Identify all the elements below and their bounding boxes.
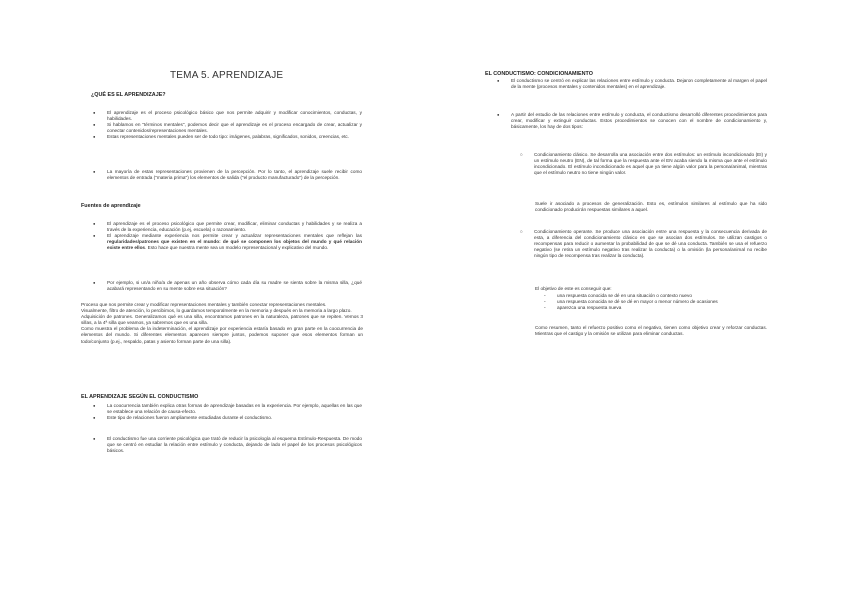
circle-list-clasico <box>518 152 767 176</box>
notes-block <box>81 302 363 345</box>
paragraph: Adquisición de patrones. Generalizamos qué es una silla, encontramos patrones en la naturaleza, patrones que se repiten. Vemos 3 sillas, a la 4ª silla que veamos, ya sabremos que es una silla. <box>81 314 363 326</box>
list-item: ● El aprendizaje es el proceso psicológico que permite crear, modificar, eliminar conductas y habilidades y se realiza a través de la experiencia, educación (p.ej, escuela) o razonamiento. <box>91 221 362 233</box>
bullet-list-fuentes <box>91 221 362 251</box>
bullet-list-perception <box>91 169 362 181</box>
list-item: ● A partir del estudio de las relaciones entre estímulo y conducta, el conductismo desarrolló diferentes procedimientos para crear, modificar y extinguir conductas. Estos procedimientos se conocen con el nombre de condicionamiento y, básicamente, los hay de dos tipos: <box>495 112 767 130</box>
list-item: ● La mayoría de estas representaciones provienen de la percepción. Por lo tanto, el aprendizaje suele recibir como elementos de entrada ("materia prima") los elementos de salida ("el producto manufacturado") de la percepción. <box>91 169 362 181</box>
bullet-list-example <box>91 280 362 292</box>
list-item: ● El conductismo fue una corriente psicológica que trató de reducir la psicología al esquema Estímulo-Respuesta. De modo que se centró en estudiar la relación entre estímulo y conducta, dejando de lado el papel de los procesos psicológicos básicos. <box>91 436 362 454</box>
paragraph-generalizacion: Suele ir asociado a procesos de generalización. Esto es, estímulos similares al estímulo que ha sido condicionado producirán respuestas similares a aquel. <box>535 201 767 213</box>
page-title: TEMA 5. APRENDIZAJE <box>170 70 284 81</box>
bullet-list-conductismo-intro <box>495 78 767 90</box>
section-heading-conductismo: EL APRENDIZAJE SEGÚN EL CONDUCTISMO <box>81 394 199 400</box>
text-span: . Esto hace que nuestra mente sea un modelo representacional y explicativo del mundo. <box>145 245 329 251</box>
list-item: ● Si hablamos en "términos mentales", podemos decir que el aprendizaje es el proceso encargado de crear, actualizar y conectar contenidos/representaciones mentales. <box>91 122 362 134</box>
circle-list-operante <box>518 229 767 259</box>
bold-span: regularidades/patrones que existen en el mundo: de qué se componen los objetos del mundo y qué relación existe entre ellos <box>107 239 362 251</box>
dash-list-objetivos <box>541 293 767 311</box>
list-item: ● El aprendizaje es el proceso psicológico básico que nos permite adquirir y modificar conocimientos, conductas, y habilidades. <box>91 110 362 122</box>
bullet-list-definitions <box>91 110 362 140</box>
list-item: - aparezca una respuesta nueva <box>541 305 767 311</box>
section-heading-que-es: ¿QUÉ ES EL APRENDIZAJE? <box>91 92 166 98</box>
list-item: ● Estas representaciones mentales pueden ser de todo tipo: imágenes, palabras, significados, sonidos, creencias, etc. <box>91 134 362 140</box>
list-item: ● La coocurrencia también explica otras formas de aprendizaje basadas en la experiencia. Por ejemplo, aquellas en las que se establece una relación de causa-efecto. <box>91 403 362 415</box>
list-item: ● Por ejemplo, si un/a niño/a de apenas un año observa cómo cada día su madre se sienta sobre la misma silla, ¿qué acabará representando en su mente sobre esa situación? <box>91 280 362 292</box>
list-item: ○ Condicionamiento operante. Se produce una asociación entre una respuesta y la consecuencia derivada de esta, a diferencia del condicionamiento clásico en que se asocian dos estímulos. Se utilizan castigos o recompensas para reducir o aumentar la probabilidad de que se dé una conducta. También se usa el refuerzo negativo (se retira un estímulo negativo tras realizar la conducta) o la omisión (la persona/animal no recibe ningún tipo de recompensa tras realizar la conducta). <box>518 229 767 259</box>
text-span: El aprendizaje mediante experiencia nos permite crear y actualizar representaciones mentales que reflejan las <box>107 233 362 239</box>
list-item: - una respuesta conocida se dé se dé en mayor o menor número de ocasiones <box>541 299 767 305</box>
bullet-list-procedimientos <box>495 112 767 130</box>
list-item: ● El conductismo se centró en explicar las relaciones entre estímulo y conducta. Dejaron completamente al margen el papel de la mente (procesos mentales y contenidos mentales) en el aprendizaje. <box>495 78 767 90</box>
paragraph: Visualmente, filtro de atención, lo percibimos, lo guardamos temporalmente en la memoria y después en la memoria a largo plazo. <box>81 308 352 314</box>
paragraph: Como muestra el problema de la indeterminación, el aprendizaje por experiencia estaría basado en gran parte en la coocurrencia de elementos del mundo. Si diferentes elementos aparecen siempre juntos, podemos suponer que esos elementos forman un todo/conjunto (p.ej., respaldo, patas y asiento forman parte de una silla). <box>81 326 363 344</box>
list-item: ○ Condicionamiento clásico. Se desarrolla una asociación entre dos estímulos: un estímulo incondicionado (EI) y un estímulo neutro (EN), de tal forma que la respuesta ante el EN acaba siendo la misma que ante el estímulo incondicionado. El estímulo incondicionado es aquel que ya tiene algún valor para la persona/animal, mientras que el estímulo neutro no tiene ningún valor. <box>518 152 767 176</box>
list-item: - una respuesta conocida se dé en una situación o contexto nuevo <box>541 293 767 299</box>
section-heading-fuentes: Fuentes de aprendizaje <box>81 203 141 209</box>
section-heading-condicionamiento: EL CONDUCTISMO: CONDICIONAMIENTO <box>485 71 593 77</box>
list-item <box>91 233 362 251</box>
paragraph-objetivo: El objetivo de este es conseguir que: <box>535 286 612 291</box>
paragraph: Proceso que nos permite crear y modificar representaciones mentales y también conectar representaciones mentales. <box>81 302 327 307</box>
bullet-list-conductismo <box>91 436 362 454</box>
paragraph-resumen: Como resumen, tanto el refuerzo positivo como el negativo, tienen como objetivo crear y reforzar conductas. Mientras que el castigo y la omisión se utilizan para eliminar conductas. <box>535 325 767 337</box>
bullet-list-coocurrencia <box>91 403 362 421</box>
list-item: ● Este tipo de relaciones fueron ampliamente estudiadas durante el conductismo. <box>91 415 362 421</box>
